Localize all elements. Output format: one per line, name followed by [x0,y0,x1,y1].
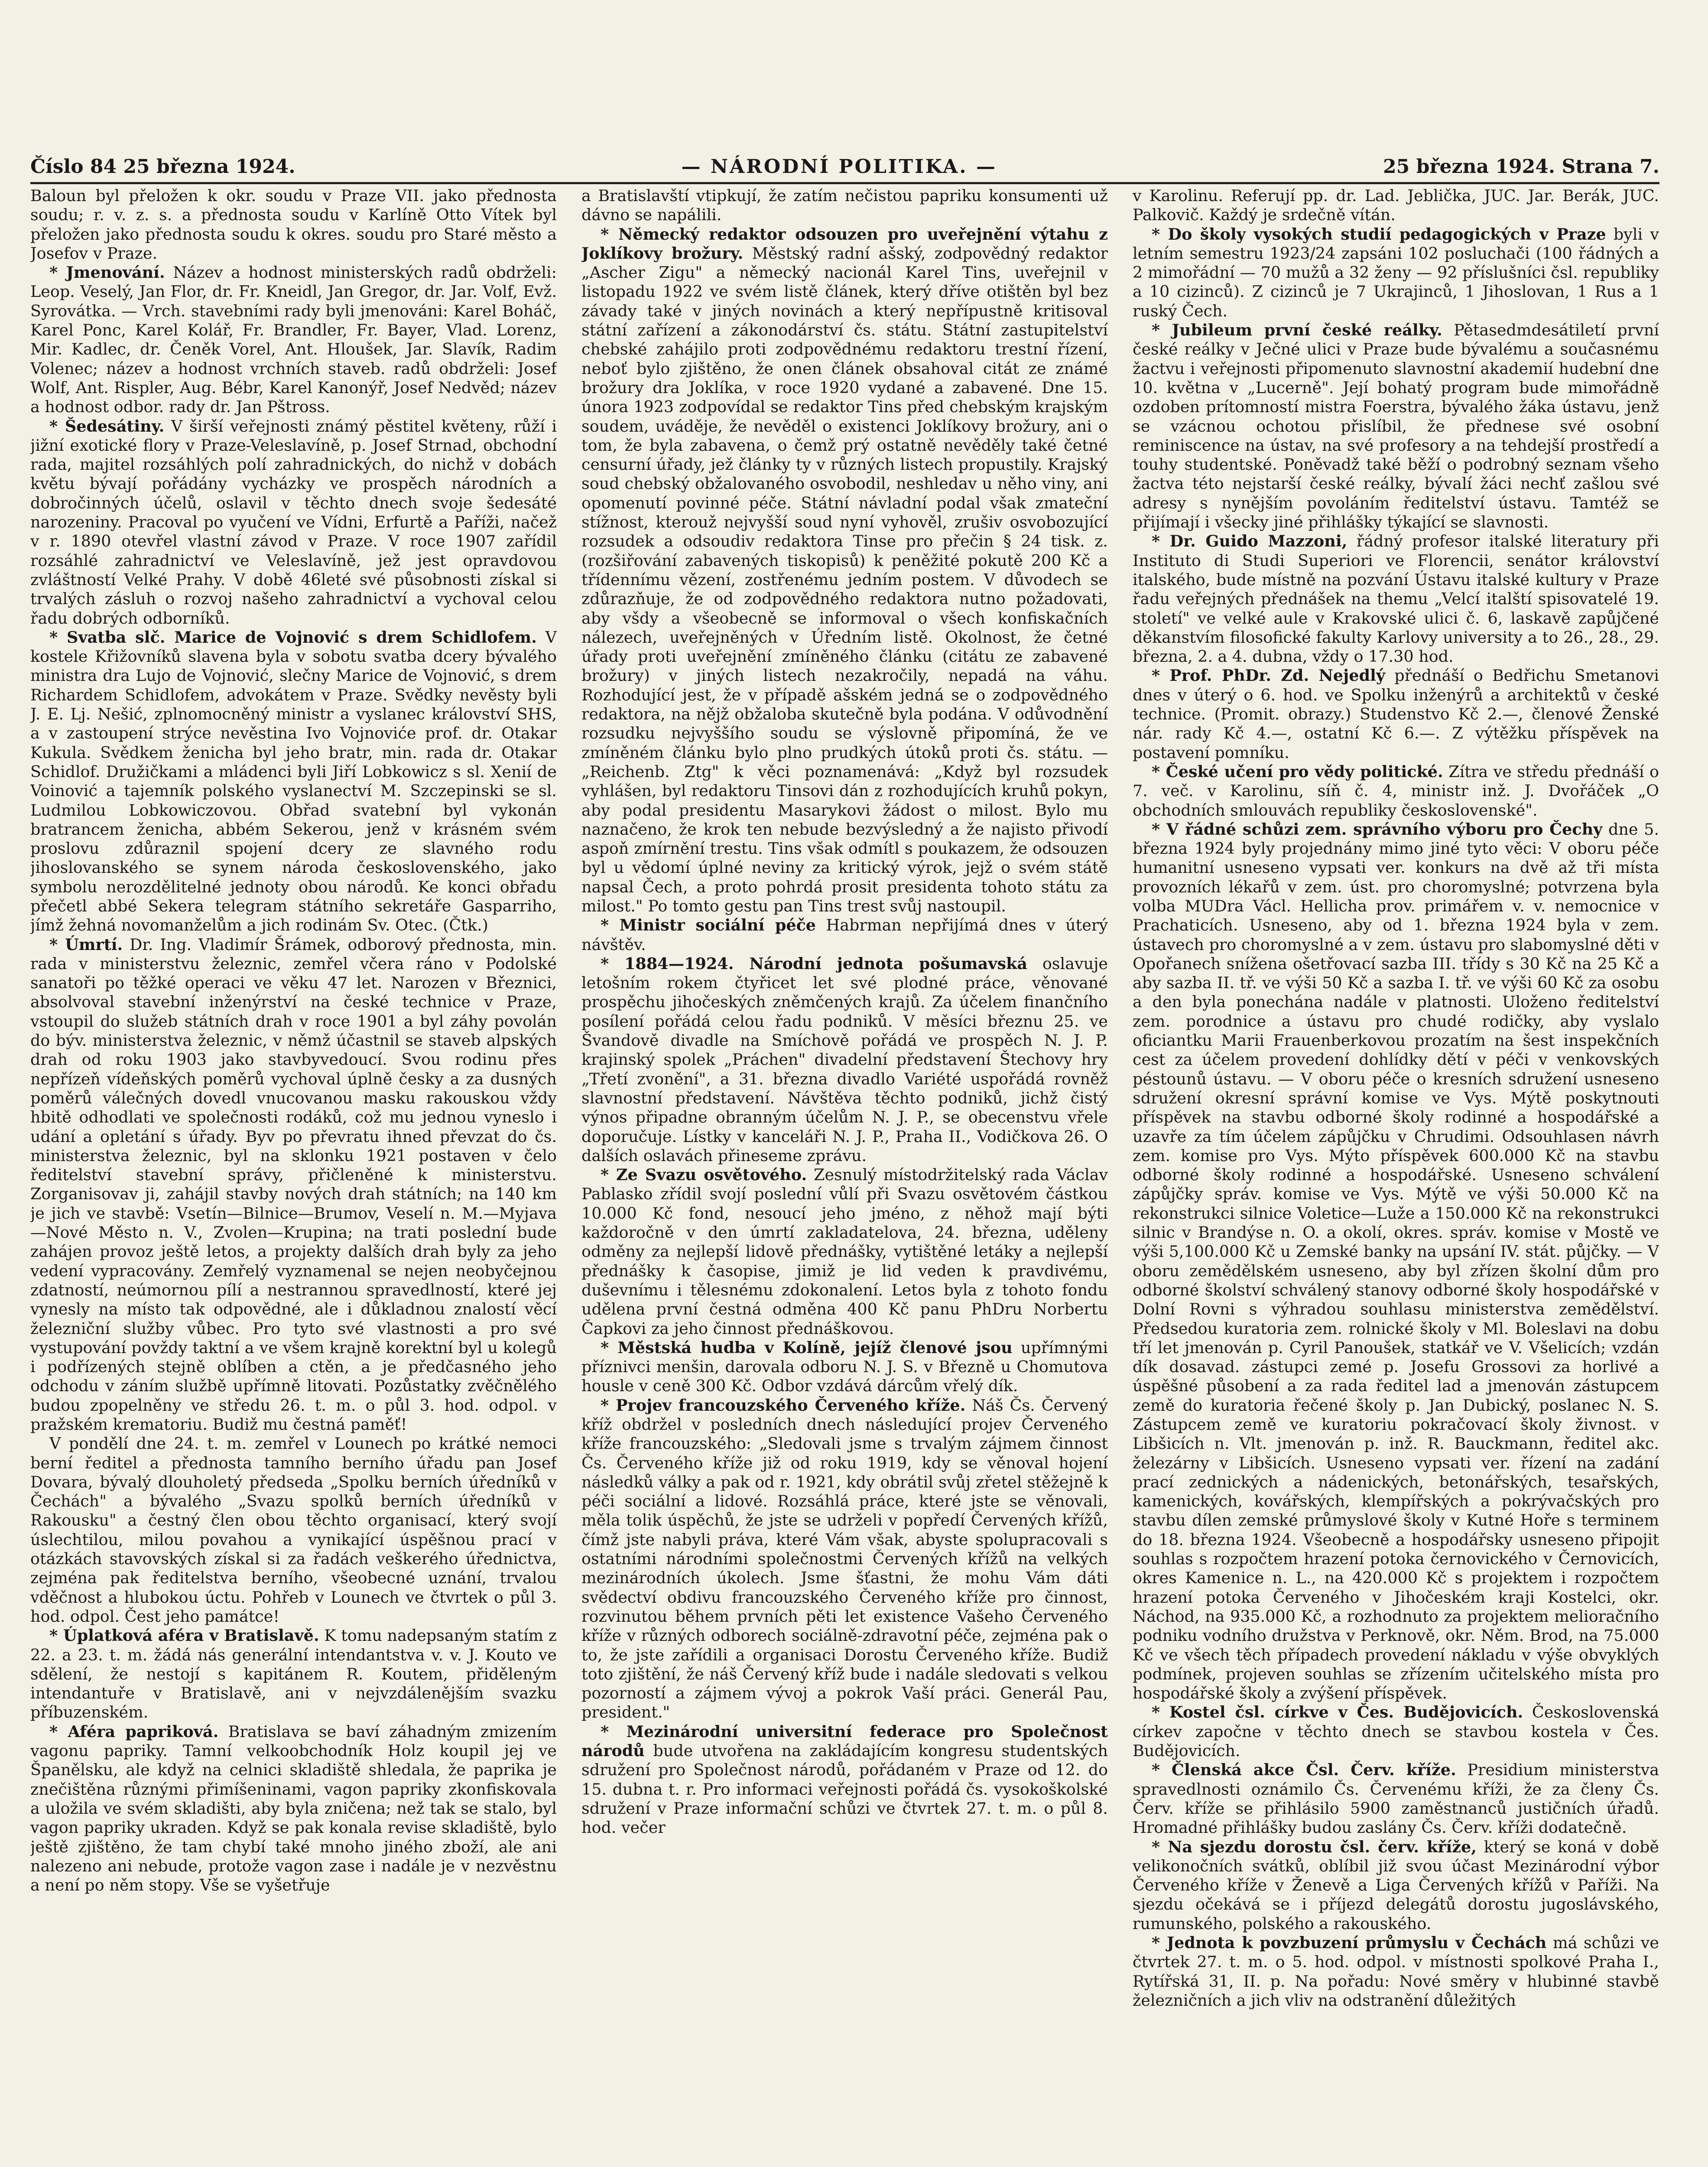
news-item-text: Habrman nepřijímá dnes v úterý návštěv. [581,916,1108,954]
news-item [30,263,557,416]
news-item [1133,186,1659,225]
news-item-text: má schůzi ve čtvrtek 27. t. m. o 5. hod. odpol. v místnosti spolkové Praha I., Rytířská 31, II. p. Na pořadu: Nové směry v hlubinné stavbě železničních a jich vliv na odstranění důležitých [1133,1933,1659,2010]
news-item-text: Československá církev započne v těchto dnech se stavbou kostela v Čes. Budějovicích. [1133,1703,1659,1760]
news-item-text: Název a hodnost ministerských radů obdrželi: Leop. Veselý, Jan Flor, dr. Fr. Kneidl, Jan Gregor, dr. Jar. Volf, Evž. Syrovátka. — Vrch. stavebními rady byli jmenováni: Karel Boháč, Karel Ponc, Karel Kolář, Fr. Brandler, Fr. Bayer, Vlad. Lorenz, Mir. Kadlec, dr. Čeněk Vorel, Ant. Hloušek, Jar. Slavík, Radim Volenec; název a hodnost vrchních staveb. radů obdrželi: Josef Wolf, Ant. Rispler, Aug. Bébr, Karel Kanonýř, Josef Nedvěd; název a hodnost odbor. rady dr. Jan Pštross. [30,263,557,416]
news-item [1133,762,1659,820]
news-item-heading: * Jmenování. [49,263,165,282]
news-item-heading: * Svatba slč. Marice de Vojnović s drem Schidlofem. [49,628,537,647]
news-item-text: dne 5. března 1924 byly projednány mimo jiné tyto věci: V oboru péče humanitní usneseno vypsati ver. konkurs na dvě až tři místa provozních lékařů v zem. úst. pro choromyslné; potvrzena byla volba MUDra Václ. Hellicha prov. primářem v. v. nemocnice v Prachaticích. Usneseno, aby od 1. března 1924 byla v zem. ústavech pro choromyslné a v zem. ústavu pro slabomyslné děti v Opořanech snížena ošetřovací sazba III. třídy s 30 Kč na 25 Kč a aby sazba II. tř. ve výši 50 Kč a sazba I. tř. ve výši 60 Kč za osobu a den byla ponechána nadále v platnosti. Uloženo ředitelství zem. porodnice a ústavu pro chudé rodičky, aby vyslalo oficiantku Marii Frauenberkovou prozatím na šest inspekčních cest za účelem provedení dohlídky dětí v péči v venkovských péstounů ústavu. — V oboru péče o kresních sdružení usneseno sdružení okresní správní komise ve Vys. Mýtě poskytnouti příspěvek na stavbu odborné školy rodinné a hospodářské a uzavře za tím účelem zápůjčku v Chrudimi. Odsouhlasen návrh zem. komise pro Vys. Mýto příspěvek 600.000 Kč na stavbu odborné školy rodinné a hospodářské. Usneseno schválení zápůjčky správ. komise ve Vys. Mýtě ve výši 50.000 Kč na rekonstrukci silnice Voletice—Luže a 150.000 Kč na rekonstrukci silnic v Brandýse n. O. a okolí, okres. správ. komise v Mostě ve výši 5,100.000 Kč u Zemské banky na upsání IV. stát. půjčky. — V oboru zemědělském usneseno, aby byl zřízen školní dům pro odborné školství schválený stanovy odborné školy hospodářské v Dolní Rovni s výhradou souhlasu ministerstva zemědělství. Předsedou kuratoria zem. rolnické školy v Ml. Boleslavi na dobu tří let jmenován p. Cyril Panoušek, statkář ve V. Všelicích; vzdán dík dosavad. zástupci zemé p. Josefu Grossovi za horlivé a úspěšné působení a za rada ředitel lad a jmenován zástupcem země do kuratoria řečené školy p. Jan Dubický, poslanec N. S. Zástupcem země ve kuratoriu pokračovací školy živnost. v Libšicích n. Vlt. jmenován p. inž. R. Bauckmann, ředitel akc. železárny v Libšicích. Usneseno vypsati ver. řízení na zadání prací zednických a nádenických, betonářských, tesařských, kamenických, kovářských, klempířských a pokrývačských pro stavbu dílen zemské průmyslové školy v Kutné Hoře s terminem do 18. března 1924. Všeobecně a hospodářsky usneseno připojit souhlas s rozpočtem hrazení potoka černovického v Černovicích, okres Kamenice n. L., na 420.000 Kč s projektem i rozpočtem hrazení potoka Červeného v Jihočeském kraji Kostelci, okr. Náchod, na 935.000 Kč, a rozhodnuto za projektem melioračního podniku vodního družstva v Perknově, okr. Něm. Brod, na 75.000 Kč ve všech těch případech provedení nákladu v výše obvyklých podmínek, projeven souhlas se zřízením učitelského místa pro hospodářské školy a zvýšení příspěvek. [1133,820,1659,1703]
news-item-heading: * Dr. Guido Mazzoni, [1152,532,1348,551]
news-item-heading: * Ze Svazu osvětového. [601,1165,807,1184]
header-rule [30,182,1659,184]
news-item-heading: * Úmrtí. [49,935,123,954]
news-item [1133,321,1659,532]
news-item [581,186,1108,225]
column-2 [581,186,1108,2167]
news-item [1133,225,1659,321]
column-3 [1133,186,1659,2167]
news-item-heading: * Kostel čsl. církve v Čes. Budějovicích. [1152,1703,1523,1722]
news-item-text: a Bratislavští vtipkují, že zatím nečistou papriku konsumenti už dávno se napálili. [581,186,1108,225]
news-item-heading: * Členská akce Čsl. Červ. kříže. [1152,1760,1456,1780]
news-item-text: Zítra ve středu přednáší o 7. več. v Karolinu, síň č. 4, ministr inž. J. Dvořáček „O obchodních smlouvách republiky československé". [1133,762,1659,820]
news-item-text: přednáší o Bedřichu Smetanovi dnes v úterý o 6. hod. ve Spolku inženýrů a architektů v české technice. (Promit. obrazy.) Studenstvo Kč 2.—, členové Ženské nár. rady Kč 4.—, ostatní Kč 6.—. Z výtěžku příspěvek na postavení pomníku. [1133,666,1659,762]
news-item [581,225,1108,916]
news-item-heading: * Mezinárodní universitní federace pro Společnost národů [581,1722,1108,1760]
news-item-text: který se koná v době velikonočních svátků, oblíbil již svou účast Mezinárodní výbor Červeného kříže v Ženevě a Liga Červených křížů v Paříži. Na sjezdu očekává se i příjezd delegátů dorostu jugoslávského, rumunského, polského a rakouského. [1133,1837,1659,1933]
news-item [1133,666,1659,762]
news-item [581,1396,1108,1722]
news-item-text: Náš Čs. Červený kříž obdržel v posledních dnech následující projev Červeného kříže francouzského: „Sledovali jsme s trvalým zájmem činnost Čs. Červeného kříže již od roku 1919, kdy se věnoval hojení následků války a pak od r. 1921, kdy obrátil svůj zřetel stěžejně k péči sociální a lidové. Rozsáhlá práce, které jste se věnovali, měla tolik úspěchů, že jste se udrželi v popředí Červených křížů, čímž jste nabyli práva, které Vám však, abyste spolupracovali s ostatními národními společnostmi Červených křížů na velkých mezinárodních úkolech. Jsme šťastni, že mohu Vám dáti svědectví obdivu francouzského Červeného kříže pro činnost, rozvinutou během prvních pěti let existence Vašeho Červeného kříže v různých odborech sociálně-zdravotní péče, zejména pak o to, že jste zařídili a organisaci Dorostu Červeného kříže. Budiž toto zjištění, že náš Červený kříž bude i nadále sledovati s velkou pozorností a zájmem vývoj a pokrok Vaší práci. Generál Pau, president." [581,1396,1108,1722]
news-item-heading: * Úplatková aféra v Bratislavě. [49,1626,319,1645]
news-item [581,916,1108,954]
news-item [30,628,557,935]
news-item-text: Zesnulý místodržitelský rada Václav Pablasko zřídil svojí poslední vůlí při Svazu osvětovém částkou 10.000 Kč fond, nesoucí jeho jméno, z něhož mají býti každoročně v den úmrtí zakladatelova, 24. března, uděleny odměny za nejlepší lidově přednášky, vytištěné letáky a nejlepší přednášky k časopise, jimiž je lid veden k pravdivému, duševnímu i tělesnému zdokonalení. Letos byla z tohoto fondu udělena první čestná odměna 400 Kč panu PhDru Norbertu Čapkovi za jeho činnost přednáškovou. [581,1165,1108,1338]
masthead-title: — NÁRODNÍ POLITIKA. — [681,156,997,178]
news-item-heading: * Prof. PhDr. Zd. Nejedlý [1152,666,1386,685]
news-item-text: V širší veřejnosti známý pěstitel květeny, růží i jižní exotické flory v Praze-Veleslavíně, p. Josef Strnad, obchodní rada, majitel rozsáhlých polí zahradnických, do nichž v dobách květu bývají pořádány vycházky ve prospěch národních a dobročinných účelů, oslavil v těchto dnech svoje šedesáté narozeniny. Pracoval po vyučení ve Vídni, Erfurtě a Paříži, načež v r. 1890 otevřel vlastní závod v Praze. V roce 1907 zařídil rozsáhlé zahradnictví ve Veleslavíně, jež jest opravdovou zvláštností Velké Prahy. V době 46leté své působnosti získal si trvalých zásluh o rozvoj našeho zahradnictví a vychoval celou řadu dobrých odborníků. [30,416,557,628]
news-item [30,1626,557,1722]
news-item-text: Pětasedmdesátiletí první české reálky v Ječné ulici v Praze bude bývalému a současnému žactvu i veřejnosti připomenuto slavnostní akademií hudební dne 10. května v „Lucerně". Její bohatý program bude mimořádně ozdoben prítomností mistra Foerstra, bývalého žáka ústavu, jenž se vzácnou ochotou přislíbil, že přednese své osobní reminiscence na ústav, na své profesory a na tehdejší prostředí a touhy studentské. Poněvadž také běží o podrobný seznam všeho žactva této nejstarší české reálky, bývalí žáci nechť zašlou své adresy s nynějším povoláním ředitelství ústavu. Tamtéž se přijímají i všecky jiné přihlášky týkající se slavnosti. [1133,321,1659,532]
news-item-heading: * Jubileum první české reálky. [1152,321,1442,340]
news-item [1133,820,1659,1703]
news-item-text: řádný profesor italské literatury při Instituto di Studi Superiori ve Florencii, senátor království italského, bude místně na pozvání Ústavu italské kultury v Praze řadu veřejných přednášek na themu „Velcí italští spisovatelé 19. století" ve velké aule v Krakovské ulici č. 6, laskavě zapůjčené děkanstvím filosofické fakulty Karlovy university a to 26., 28., 29. března, 2. a 4. dubna, vždy o 17.30 hod. [1133,532,1659,666]
news-item-text: Bratislava se baví záhadným zmizením vagonu papriky. Tamní velkoobchodník Holz koupil jej ve Španělsku, ale když na celnici skladiště shledala, že paprika je znečištěna různými přimíšeninami, vagon papriky zkonfiskovala a uložila ve svém skladišti, aby byla zničena; než tak se stalo, byl vagon papriky ukraden. Když se pak konala revise skladiště, bylo ještě zjištěno, že tam chybí také mnoho jiného zboží, ale ani nalezeno ani nebude, protože vagon zase i nadále je v nezvěstnu a není po něm stopy. Vše se vyšetřuje [30,1722,557,1895]
news-item [581,1165,1108,1338]
news-item-text: K tomu nadepsaným statím z 22. a 23. t. m. žádá nás generální intendantstva v. v. J. Kouto ve sdělení, že nestojí s kapitánem R. Koutem, přiděleným intendantuře v Bratislavě, ani v nejvzdálenějším svazku příbuzenském. [30,1626,557,1722]
news-item [30,186,557,263]
news-item-heading: * Městská hudba v Kolíně, jejíž členové jsou [601,1338,1013,1357]
news-item-text: v Karolinu. Referují pp. dr. Lad. Jeblička, JUC. Jar. Berák, JUC. Palkovič. Každý je srdečně vítán. [1133,186,1659,225]
header-page-number: 25 března 1924. Strana 7. [1383,156,1659,178]
news-item-heading: * Jednota k povzbuzení průmyslu v Čechách [1152,1933,1547,1952]
news-item [1133,1838,1659,1933]
news-item [30,1434,557,1626]
news-item-heading: * Projev francouzského Červeného kříže. [601,1396,966,1415]
news-item-heading: * Ministr sociální péče [601,916,816,935]
news-item-text: V pondělí dne 24. t. m. zemřel v Lounech po krátké nemoci berní ředitel a přednosta tamního berního úřadu pan Josef Dovara, bývalý dlouholetý předseda „Spolku berních úředníků v Čechách" a bývalého „Svazu spolků berních úředníků v Rakousku" a čestný člen obou těchto organisací, který svojí úslechtilou, milou povahou a vynikající úspěšnou prací v otázkách stavovských získal si za řadách veškerého úřednictva, zejména pak ředitelstva berního, všeobecné uznání, trvalou vděčnost a hlubokou úctu. Pohřeb v Lounech ve čtvrtek o půl 3. hod. odpol. Čest jeho památce! [30,1434,557,1626]
news-item-text: Městský radní ašský, zodpovědný redaktor „Ascher Zigu" a německý nacionál Karel Tins, uveřejnil v listopadu 1922 ve svém listě článek, který dříve otištěn byl bez závady také v jiných novinách a který nepřípustně kritisoval státní zařízení a zákonodárství čs. státu. Státní zastupitelství chebské zahájilo proti zodpovědnému redaktoru trestní řízení, neboť bylo zjištěno, že onen článek obsahoval citát ze známé brožury dra Joklíka, v roce 1920 vydané a zabavené. Dne 15. února 1923 zodpovídal se redaktor Tins před chebským krajským soudem, uváděje, že nevěděl o existenci Joklíkovy brožury, ani o tom, že byla zabavena, o čemž prý ostatně nevěděly také četné censurní úřady, jež články ty v různých listech propustily. Krajský soud chebský obžalovaného osvobodil, neshledav u něho viny, ani opomenutí povinné péče. Státní návladní podal však zmateční stížnost, kterouž nejvyšší soud nyní vyhověl, zrušiv osvobozující rozsudek a odsoudiv redaktora Tinse pro přečin § 24 tisk. z. (rozšiřování zabavených tiskopisů) k peněžité pokutě 200 Kč a třídennímu vězení, zostřenému jedním postem. V důvodech se zdůrazňuje, že od zodpovědného redaktora nutno požadovati, aby všdy a všeobecně se informoval o všech konfiskačních nálezech, uveřejněných v Úředním listě. Okolnost, že četné úřady proti uveřejnění zmíněného článku (citátu ze zabavené brožury) v jiných listech nezakročily, nepadá na váhu. Rozhodující jest, že v případě ašském jedná se o zodpovědného redaktora, na nějž obžaloba skutečně byla podána. V odůvodnění rozsudku nejvyššího soudu se výslovně připomíná, že ve zmíněném článku bylo plno prudkých útoků proti čs. státu. — „Reichenb. Ztg" k věci poznamenává: „Když byl rozsudek vyhlášen, byl redaktoru Tinsovi dán z rozhodujících kruhů pokyn, aby podal presidentu Masarykovi žádost o milost. Bylo mu naznačeno, že krok ten nebude bezvýsledný a že najisto přivodí aspoň zmírnění trestu. Tins však odmítl s poukazem, že odsouzen byl u vědomí úplné neviny za kritický výrok, jejž o svém státě napsal Čech, a proto pohrdá prosit presidenta tohoto státu za milost." Po tomto gestu pan Tins trest svůj nastoupil. [581,244,1108,915]
news-item-heading: * Šedesátiny. [49,416,165,436]
column-1 [30,186,557,2167]
news-item-heading: * V řádné schůzi zem. správního výboru pro Čechy [1152,820,1603,839]
news-item-heading: * České učení pro vědy politické. [1152,762,1443,781]
news-item-text: V kostele Křižovníků slavena byla v sobotu svatba dcery bývalého ministra dra Lujo de Vojnović, slečny Marice de Vojnović, s drem Richardem Schidlofem, advokátem v Praze. Svědky nevěsty byli J. E. Lj. Nešić, zplnomocněný ministr a vyslanec království SHS, a v zastoupení strýce nevěstina Ivo Vojnoviće prof. dr. Otakar Kukula. Svědkem ženicha byl jeho bratr, min. rada dr. Otakar Schidlof. Družičkami a mládenci byli Jiří Lobkowicz s sl. Xenií de Voinović a tajemník polského vyslanectví M. Szczepinski se sl. Ludmilou Lobkowiczovou. Obřad svatební byl vykonán bratrancem ženicha, abbém Sekerou, jenž v krásném svém proslovu zdůraznil spojení dcery ze slavného rodu jihoslovanského se synem národa československého, jako symbolu nerozdělitelné jednoty obou národů. Ke konci obřadu přečetl abbé Sekera telegram státního sekretáře Gasparriho, jímž žehná novomanželům a jich rodinám Sv. Otec. (Čtk.) [30,628,557,935]
news-item [1133,1933,1659,2010]
news-item [30,417,557,628]
news-item-heading: * Německý redaktor odsouzen pro uveřejnění výtahu z Joklíkovy brožury. [581,225,1108,263]
news-item-heading: * Na sjezdu dorostu čsl. červ. kříže, [1152,1837,1477,1856]
news-item [581,1722,1108,1838]
news-item [1133,532,1659,666]
page-header [30,147,1659,178]
news-item-heading: * 1884—1924. Národní jednota pošumavská [601,954,1027,973]
news-item-text: oslavuje letošním rokem čtyřicet let své plodné práce, věnované prospěchu jihočeských zněmčených krajů. Za účelem finančního posílení pořádá celou řadu podniků. V měsíci březnu 25. ve Švandově divadle na Smíchově pořádá ve prospěch N. J. P. krajinský spolek „Práchen" divadelní představení Štechovy hry „Třetí zvonění", a 31. března divadlo Variété uspořádá rovněž slavnostní představení. Návštěva těchto podniků, jichž čistý výnos připadne obranným účelům N. J. P., se obecenstvu vřele doporučuje. Lístky v kanceláři N. J. P., Praha II., Vodičkova 26. O dalších oslavách přineseme zprávu. [581,954,1108,1165]
news-item [30,1722,557,1895]
news-item-text: Presidium ministerstva spravedlnosti oznámilo Čs. Červenému kříži, že za členy Čs. Červ. kříže se přihlásilo 5900 zaměstnanců justičních úřadů. Hromadné přihlášky budou zaslány Čs. Červ. kříži dodatečně. [1133,1760,1659,1837]
news-item-text: Baloun byl přeložen k okr. soudu v Praze VII. jako přednosta soudu; r. v. z. s. a přednosta soudu v Karlíně Otto Vítek byl přeložen jako přednosta soudu k okres. soudu pro Staré město a Josefov v Praze. [30,186,557,263]
article-columns [30,186,1659,2167]
news-item [581,1338,1108,1396]
news-item-text: bude utvořena na zakládajícím kongresu studentských sdružení pro Společnost národů, pořádaném v Praze od 12. do 15. dubna t. r. Pro informaci veřejnosti pořádá čs. vysokoškolské sdružení v Praze informační schůzi ve čtvrtek 27. t. m. o půl 8. hod. večer [581,1741,1108,1837]
news-item-text: Dr. Ing. Vladimír Šrámek, odborový přednosta, min. rada v ministerstvu železnic, zemřel včera ráno v Podolské sanatoři po těžké operaci ve věku 47 let. Narozen v Březnici, absolvoval stavební inženýrství na české technice v Praze, vstoupil do služeb státních drah v roce 1901 a byl záhy povolán do býv. ministerstva železnic, v němž účastnil se staveb alpských drah od roku 1903 jako stavbyvedoucí. Svou rodinu přes nepřízeň vídeňských poměrů vychoval úplně česky a za dusných poměrů válečných dovedl vnucovanou masku rakouskou vždy hbitě odhodlati ve společnosti rodáků, což mu jednou vyneslo i udání a opletání s úřady. Byv po převratu ihned převzat do čs. ministerstva železnic, byl na sklonku 1921 postaven v čelo ředitelství stavební správy, přičleněné k ministerstvu. Zorganisovav ji, zahájil stavby nových drah státních; na 140 km je jich ve stavbě: Vsetín—Bilnice—Brumov, Veselí n. M.—Myjava—Nové Město n. V., Zvolen—Krupina; na trati poslední bude zahájen provoz ještě letos, a projekty dalších drah byly za jeho vedení vypracovány. Zemřelý vyznamenal se nejen neobyčejnou zdatností, neúmornou pílí a nestrannou spravedlností, které jej vynesly na místo tak odpovědné, ale i důkladnou znalostí věcí železniční služby vůbec. Pro tyto své vlastnosti a pro své vystupování povždy taktní a ve všem krajně korektní byl u kolegů i podřízených stejně oblíben a ctěn, a je předčasného jeho odchodu v záním službě upřímně litovati. Pozůstatky zvěčnělého budou zpopelněny ve středu 26. t. m. o půl 3. hod. odpol. v pražském krematoriu. Budiž mu čestná paměť! [30,935,557,1434]
news-item-heading: * Aféra papriková. [49,1722,219,1741]
news-item [30,935,557,1435]
news-item [581,954,1108,1165]
header-date-left: Číslo 84 25 března 1924. [30,156,295,178]
news-item-text: upřímnými příznivci menšin, darovala odboru N. J. S. v Březně u Chomutova housle v ceně 300 Kč. Odbor vzdává dárcům vřelý dík. [581,1338,1108,1396]
news-item-text: byli v letním semestru 1923/24 zapsáni 102 posluchači (100 řádných a 2 mimořádní — 70 mužů a 32 ženy — 92 příslušníci čsl. republiky a 10 cizinců). Z cizinců je 7 Ukrajinců, 1 Jihoslovan, 1 Rus a 1 ruský Čech. [1133,225,1659,320]
news-item-heading: * Do školy vysokých studií pedagogických v Praze [1152,225,1606,244]
news-item [1133,1703,1659,1760]
news-item [1133,1760,1659,1837]
